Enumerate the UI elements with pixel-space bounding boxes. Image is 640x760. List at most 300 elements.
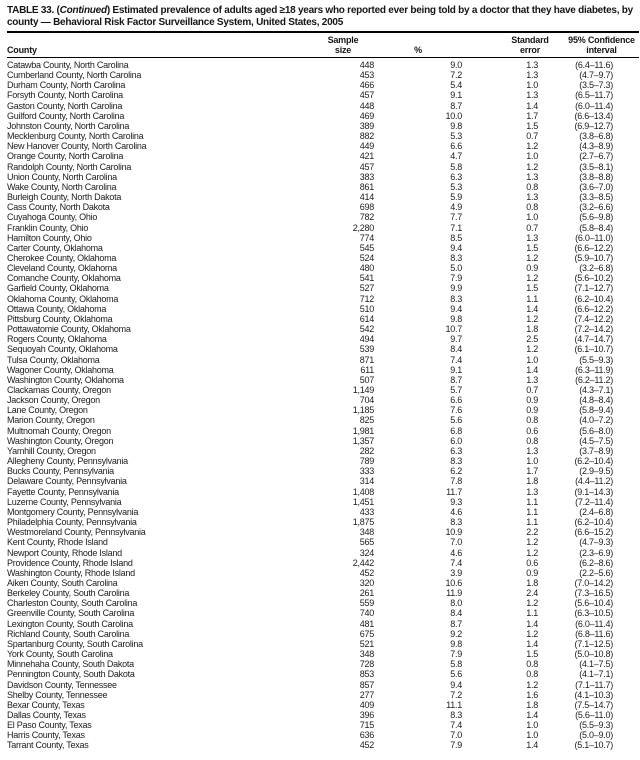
standard-error-cell: 1.5 (526, 649, 538, 660)
confidence-interval-cell: (6.3–10.5) (574, 608, 613, 619)
percent-cell: 9.7 (450, 334, 462, 345)
standard-error-cell: 1.8 (526, 577, 538, 588)
county-cell: Guilford County, North Carolina (7, 110, 125, 121)
standard-error-cell: 1.3 (526, 374, 538, 385)
sample-size-cell: 861 (359, 181, 374, 192)
sample-size-cell: 421 (359, 151, 374, 162)
standard-error-cell: 1.3 (526, 171, 538, 182)
confidence-interval-cell: (4.1–10.3) (574, 689, 613, 700)
county-cell: Wagoner County, Oklahoma (7, 364, 114, 375)
percent-cell: 6.0 (450, 435, 462, 446)
table-row (7, 375, 639, 385)
percent-cell: 6.6 (450, 141, 462, 152)
table-row (7, 294, 639, 304)
county-cell: Johnston County, North Carolina (7, 120, 130, 131)
table-row (7, 476, 639, 486)
standard-error-cell: 1.2 (526, 679, 538, 690)
county-cell: Cherokee County, Oklahoma (7, 252, 117, 263)
county-cell: Berkeley County, South Carolina (7, 588, 130, 599)
table-row (7, 537, 639, 547)
confidence-interval-cell: (4.5–7.5) (579, 435, 613, 446)
sample-size-cell: 2,442 (352, 557, 374, 568)
table-row (7, 273, 639, 283)
confidence-interval-cell: (3.7–8.9) (579, 445, 613, 456)
percent-cell: 6.6 (450, 395, 462, 406)
confidence-interval-cell: (7.1–12.5) (574, 638, 613, 649)
table-row (7, 365, 639, 375)
sample-size-cell: 1,185 (352, 405, 374, 416)
column-header-percent: % (374, 32, 462, 58)
standard-error-cell: 1.1 (526, 293, 538, 304)
sample-size-cell: 541 (359, 273, 374, 284)
table-row (7, 405, 639, 415)
county-cell: Gaston County, North Carolina (7, 100, 123, 111)
county-cell: Oklahoma County, Oklahoma (7, 293, 119, 304)
percent-cell: 10.0 (445, 110, 462, 121)
county-cell: Lane County, Oregon (7, 405, 88, 416)
standard-error-cell: 1.0 (526, 456, 538, 467)
confidence-interval-cell: (5.1–10.7) (574, 740, 613, 751)
sample-size-cell: 1,357 (352, 435, 374, 446)
percent-cell: 5.6 (450, 669, 462, 680)
sample-size-cell: 527 (359, 283, 374, 294)
confidence-interval-cell: (5.6–10.4) (574, 598, 613, 609)
title-continued: Continued (59, 5, 107, 16)
title-prefix: TABLE 33. ( (7, 5, 60, 16)
percent-cell: 5.7 (450, 385, 462, 395)
standard-error-cell: 1.2 (526, 141, 538, 152)
sample-size-cell: 774 (359, 232, 374, 243)
percent-cell: 5.3 (450, 131, 462, 142)
standard-error-cell: 1.3 (526, 192, 538, 203)
county-cell: El Paso County, Texas (7, 720, 92, 731)
sample-size-cell: 715 (359, 720, 374, 731)
percent-cell: 9.9 (450, 283, 462, 294)
percent-cell: 11.9 (446, 588, 462, 599)
percent-cell: 6.8 (450, 425, 462, 436)
sample-size-cell: 466 (359, 80, 374, 91)
standard-error-cell: 1.2 (526, 273, 538, 284)
table-row (7, 344, 639, 354)
percent-cell: 6.3 (450, 445, 462, 456)
standard-error-cell: 1.3 (526, 486, 538, 497)
county-cell: Washington County, Rhode Island (7, 567, 135, 578)
standard-error-cell: 0.7 (526, 131, 538, 142)
sample-size-cell: 348 (359, 649, 374, 660)
county-cell: Pottawatomie County, Oklahoma (7, 324, 131, 335)
table-row (7, 131, 639, 141)
county-cell: Union County, North Carolina (7, 171, 117, 182)
sample-size-cell: 728 (359, 659, 374, 670)
table-body (7, 58, 639, 751)
confidence-interval-cell: (5.6–11.0) (575, 710, 613, 720)
county-cell: Yamhill County, Oregon (7, 445, 96, 456)
percent-cell: 7.0 (450, 730, 462, 741)
confidence-interval-cell: (4.1–7.5) (579, 659, 613, 670)
confidence-interval-cell: (2.7–6.7) (579, 151, 613, 162)
county-cell: Clackamas County, Oregon (7, 385, 111, 395)
county-cell: Jackson County, Oregon (7, 395, 100, 406)
percent-cell: 7.0 (450, 537, 462, 548)
confidence-interval-cell: (3.8–8.8) (579, 171, 613, 182)
standard-error-cell: 1.0 (526, 212, 538, 223)
standard-error-cell: 1.7 (526, 466, 538, 477)
confidence-interval-cell: (6.6–13.4) (574, 110, 613, 121)
table-row (7, 507, 639, 517)
percent-cell: 9.1 (450, 90, 462, 101)
table-row (7, 456, 639, 466)
confidence-interval-cell: (6.2–10.4) (574, 456, 613, 467)
percent-cell: 7.9 (450, 740, 462, 751)
confidence-interval-cell: (2.9–9.5) (579, 466, 613, 477)
confidence-interval-cell: (7.5–14.7) (574, 699, 613, 710)
percent-cell: 7.8 (450, 476, 462, 487)
county-cell: Orange County, North Carolina (7, 151, 124, 162)
table-row (7, 111, 639, 121)
county-cell: Mecklenburg County, North Carolina (7, 131, 144, 142)
table-row (7, 548, 639, 558)
county-cell: Washington County, Oregon (7, 435, 114, 446)
confidence-interval-cell: (7.1–12.7) (574, 283, 613, 294)
confidence-interval-cell: (6.6–15.2) (574, 527, 613, 538)
percent-cell: 8.3 (450, 710, 462, 720)
confidence-interval-cell: (2.3–6.9) (579, 547, 613, 558)
sample-size-cell: 448 (359, 60, 374, 70)
percent-cell: 9.4 (450, 679, 462, 690)
sample-size-cell: 507 (359, 374, 374, 385)
table-row (7, 90, 639, 100)
standard-error-cell: 1.0 (526, 354, 538, 365)
table-row (7, 690, 639, 700)
table-row (7, 70, 639, 80)
sample-size-cell: 389 (359, 120, 374, 131)
sample-size-cell: 611 (360, 364, 374, 375)
percent-cell: 5.8 (450, 659, 462, 670)
sample-size-cell: 320 (359, 577, 374, 588)
sample-size-cell: 324 (359, 547, 374, 558)
sample-size-cell: 712 (359, 293, 374, 304)
percent-cell: 9.8 (450, 120, 462, 131)
sample-size-cell: 539 (359, 344, 374, 355)
sample-size-cell: 457 (359, 161, 374, 172)
standard-error-cell: 1.4 (526, 100, 538, 111)
standard-error-cell: 1.0 (526, 730, 538, 741)
percent-cell: 7.9 (450, 273, 462, 284)
confidence-interval-cell: (6.2–10.4) (574, 293, 613, 304)
standard-error-cell: 1.1 (526, 506, 538, 517)
percent-cell: 4.7 (450, 151, 462, 162)
county-cell: Ottawa County, Oklahoma (7, 303, 107, 314)
confidence-interval-cell: (6.0–11.4) (575, 618, 613, 629)
table-row (7, 446, 639, 456)
standard-error-cell: 1.5 (526, 283, 538, 294)
percent-cell: 9.8 (450, 638, 462, 649)
standard-error-cell: 1.7 (526, 110, 538, 121)
confidence-interval-cell: (4.3–8.9) (579, 141, 613, 152)
sample-size-cell: 396 (359, 710, 374, 720)
percent-cell: 7.1 (450, 222, 462, 233)
percent-cell: 4.9 (450, 202, 462, 213)
table-row (7, 304, 639, 314)
confidence-interval-cell: (6.2–8.6) (579, 557, 613, 568)
confidence-interval-cell: (5.6–9.8) (579, 212, 613, 223)
confidence-interval-cell: (6.3–11.9) (575, 364, 613, 375)
confidence-interval-cell: (5.0–9.0) (579, 730, 613, 741)
county-cell: Newport County, Rhode Island (7, 547, 122, 558)
sample-size-cell: 333 (359, 466, 374, 477)
percent-cell: 7.4 (450, 354, 462, 365)
percent-cell: 7.4 (450, 557, 462, 568)
percent-cell: 3.9 (450, 567, 462, 578)
percent-cell: 9.4 (450, 242, 462, 253)
sample-size-cell: 1,451 (352, 496, 374, 507)
county-cell: Spartanburg County, South Carolina (7, 638, 143, 649)
confidence-interval-cell: (6.1–10.7) (574, 344, 613, 355)
county-cell: Philadelphia County, Pennsylvania (7, 517, 137, 528)
table-row (7, 151, 639, 161)
confidence-interval-cell: (7.2–14.2) (574, 324, 613, 335)
standard-error-cell: 1.5 (526, 242, 538, 253)
standard-error-cell: 0.9 (526, 405, 538, 416)
percent-cell: 7.6 (450, 405, 462, 416)
percent-cell: 10.6 (445, 577, 462, 588)
standard-error-cell: 1.2 (526, 537, 538, 548)
standard-error-cell: 0.7 (526, 222, 538, 233)
title-rest: ) Estimated prevalence of adults aged ≥18 years who reported ever being told by a doctor that they have diabetes, by county — Behavioral Risk Factor Surveillance System, United States, 2005 (7, 5, 633, 28)
table-row (7, 720, 639, 730)
confidence-interval-cell: (6.2–11.2) (575, 374, 613, 385)
percent-cell: 9.3 (450, 496, 462, 507)
table-row (7, 212, 639, 222)
percent-cell: 8.0 (450, 598, 462, 609)
table-row (7, 619, 639, 629)
sample-size-cell: 853 (359, 669, 374, 680)
standard-error-cell: 1.8 (526, 699, 538, 710)
standard-error-cell: 1.1 (526, 517, 538, 528)
county-cell: Harris County, Texas (7, 730, 85, 741)
table-row (7, 649, 639, 659)
confidence-interval-cell: (5.8–9.4) (579, 405, 613, 416)
county-cell: Garfield County, Oklahoma (7, 283, 109, 294)
confidence-interval-cell: (6.9–12.7) (574, 120, 613, 131)
table-row (7, 527, 639, 537)
percent-cell: 11.7 (446, 486, 462, 497)
county-cell: Bucks County, Pennsylvania (7, 466, 114, 477)
county-cell: Lexington County, South Carolina (7, 618, 133, 629)
sample-size-cell: 433 (359, 506, 374, 517)
table-row (7, 680, 639, 690)
standard-error-cell: 1.2 (526, 547, 538, 558)
county-cell: Sequoyah County, Oklahoma (7, 344, 118, 355)
percent-cell: 9.2 (450, 628, 462, 639)
standard-error-cell: 0.8 (526, 669, 538, 680)
sample-size-cell: 1,408 (352, 486, 374, 497)
percent-cell: 9.8 (450, 313, 462, 324)
table-row (7, 385, 639, 395)
standard-error-cell: 1.4 (526, 638, 538, 649)
sample-size-cell: 409 (359, 699, 374, 710)
sample-size-cell: 871 (359, 354, 374, 365)
percent-cell: 8.7 (450, 374, 462, 385)
confidence-interval-cell: (5.6–8.0) (579, 425, 613, 436)
table-row (7, 558, 639, 568)
sample-size-cell: 524 (359, 252, 374, 263)
table-title (0, 0, 640, 28)
standard-error-cell: 0.8 (526, 435, 538, 446)
confidence-interval-cell: (5.5–9.3) (579, 354, 613, 365)
standard-error-cell: 1.2 (526, 628, 538, 639)
county-cell: Greenville County, South Carolina (7, 608, 135, 619)
percent-cell: 7.9 (450, 649, 462, 660)
county-cell: Rogers County, Oklahoma (7, 334, 107, 345)
sample-size-cell: 636 (359, 730, 374, 741)
sample-size-cell: 449 (359, 141, 374, 152)
standard-error-cell: 1.1 (526, 496, 538, 507)
standard-error-cell: 1.4 (526, 740, 538, 751)
table-row (7, 58, 639, 71)
table-row (7, 466, 639, 476)
county-cell: Pennington County, South Dakota (7, 669, 135, 680)
standard-error-cell: 0.8 (526, 415, 538, 426)
percent-cell: 5.8 (450, 161, 462, 172)
standard-error-cell: 1.3 (526, 70, 538, 81)
table-row (7, 192, 639, 202)
standard-error-cell: 0.9 (526, 263, 538, 274)
percent-cell: 8.5 (450, 232, 462, 243)
sample-size-cell: 1,149 (352, 385, 374, 395)
table-row (7, 436, 639, 446)
standard-error-cell: 2.2 (526, 527, 538, 538)
percent-cell: 6.3 (450, 171, 462, 182)
standard-error-cell: 1.2 (526, 598, 538, 609)
county-cell: Marion County, Oregon (7, 415, 95, 426)
prevalence-table (7, 31, 639, 751)
confidence-interval-cell: (7.3–16.5) (574, 588, 613, 599)
county-cell: Luzerne County, Pennsylvania (7, 496, 122, 507)
percent-cell: 10.7 (445, 324, 462, 335)
county-cell: Delaware County, Pennsylvania (7, 476, 127, 487)
county-cell: Pittsburg County, Oklahoma (7, 313, 113, 324)
percent-cell: 8.4 (450, 608, 462, 619)
county-cell: Cumberland County, North Carolina (7, 70, 142, 81)
percent-cell: 8.3 (450, 456, 462, 467)
table-row (7, 487, 639, 497)
confidence-interval-cell: (4.7–14.7) (574, 334, 613, 345)
county-cell: Randolph County, North Carolina (7, 161, 132, 172)
percent-cell: 8.7 (450, 618, 462, 629)
column-header-confidence-interval: 95% Confidence interval (538, 32, 639, 58)
standard-error-cell: 1.3 (526, 60, 538, 70)
percent-cell: 7.4 (450, 720, 462, 731)
county-cell: Shelby County, Tennessee (7, 689, 108, 700)
county-cell: Catawba County, North Carolina (7, 60, 129, 70)
confidence-interval-cell: (7.0–14.2) (574, 577, 613, 588)
confidence-interval-cell: (4.4–11.2) (575, 476, 613, 487)
table-row (7, 233, 639, 243)
confidence-interval-cell: (3.2–6.6) (579, 202, 613, 213)
sample-size-cell: 452 (359, 740, 374, 751)
sample-size-cell: 521 (359, 638, 374, 649)
percent-cell: 5.3 (450, 181, 462, 192)
county-cell: Multnomah County, Oregon (7, 425, 111, 436)
sample-size-cell: 510 (359, 303, 374, 314)
standard-error-cell: 2.5 (526, 334, 538, 345)
confidence-interval-cell: (7.2–11.4) (575, 496, 613, 507)
confidence-interval-cell: (6.4–11.6) (575, 60, 613, 70)
county-cell: Wake County, North Carolina (7, 181, 117, 192)
table-row (7, 629, 639, 639)
standard-error-cell: 1.4 (526, 364, 538, 375)
standard-error-cell: 1.3 (526, 232, 538, 243)
confidence-interval-cell: (3.3–8.5) (579, 192, 613, 203)
confidence-interval-cell: (5.5–9.3) (579, 720, 613, 731)
table-row (7, 182, 639, 192)
standard-error-cell: 1.4 (526, 303, 538, 314)
sample-size-cell: 383 (359, 171, 374, 182)
sample-size-cell: 675 (359, 628, 374, 639)
sample-size-cell: 825 (359, 415, 374, 426)
standard-error-cell: 1.4 (526, 710, 538, 720)
percent-cell: 8.3 (450, 252, 462, 263)
sample-size-cell: 1,981 (352, 425, 374, 436)
standard-error-cell: 0.6 (526, 425, 538, 436)
sample-size-cell: 542 (359, 324, 374, 335)
county-cell: Kent County, Rhode Island (7, 537, 108, 548)
sample-size-cell: 1,875 (352, 517, 374, 528)
table-row (7, 202, 639, 212)
confidence-interval-cell: (5.8–8.4) (579, 222, 613, 233)
sample-size-cell: 314 (359, 476, 374, 487)
confidence-interval-cell: (4.8–8.4) (579, 395, 613, 406)
sample-size-cell: 698 (359, 202, 374, 213)
standard-error-cell: 1.8 (526, 476, 538, 487)
table-row (7, 588, 639, 598)
standard-error-cell: 1.2 (526, 313, 538, 324)
table-row (7, 334, 639, 344)
county-cell: Cleveland County, Oklahoma (7, 263, 117, 274)
county-cell: Franklin County, Ohio (7, 222, 89, 233)
confidence-interval-cell: (2.2–5.6) (579, 567, 613, 578)
county-cell: Comanche County, Oklahoma (7, 273, 121, 284)
percent-cell: 5.6 (450, 415, 462, 426)
confidence-interval-cell: (4.7–9.7) (579, 70, 613, 81)
standard-error-cell: 1.2 (526, 344, 538, 355)
county-cell: Durham County, North Carolina (7, 80, 126, 91)
county-cell: Forsyth County, North Carolina (7, 90, 123, 101)
table-row (7, 730, 639, 740)
standard-error-cell: 1.3 (526, 445, 538, 456)
sample-size-cell: 545 (359, 242, 374, 253)
standard-error-cell: 0.7 (526, 385, 538, 395)
confidence-interval-cell: (3.2–6.8) (579, 263, 613, 274)
standard-error-cell: 0.8 (526, 181, 538, 192)
sample-size-cell: 882 (359, 131, 374, 142)
sample-size-cell: 414 (359, 192, 374, 203)
confidence-interval-cell: (4.1–7.1) (579, 669, 613, 680)
confidence-interval-cell: (3.5–8.1) (579, 161, 613, 172)
percent-cell: 7.2 (450, 70, 462, 81)
confidence-interval-cell: (5.9–10.7) (574, 252, 613, 263)
confidence-interval-cell: (3.8–6.8) (579, 131, 613, 142)
standard-error-cell: 1.1 (526, 608, 538, 619)
standard-error-cell: 1.5 (526, 120, 538, 131)
percent-cell: 11.1 (446, 699, 462, 710)
table-row (7, 700, 639, 710)
county-cell: Aiken County, South Carolina (7, 577, 118, 588)
percent-cell: 10.9 (445, 527, 462, 538)
table-row (7, 598, 639, 608)
confidence-interval-cell: (5.0–10.8) (574, 649, 613, 660)
